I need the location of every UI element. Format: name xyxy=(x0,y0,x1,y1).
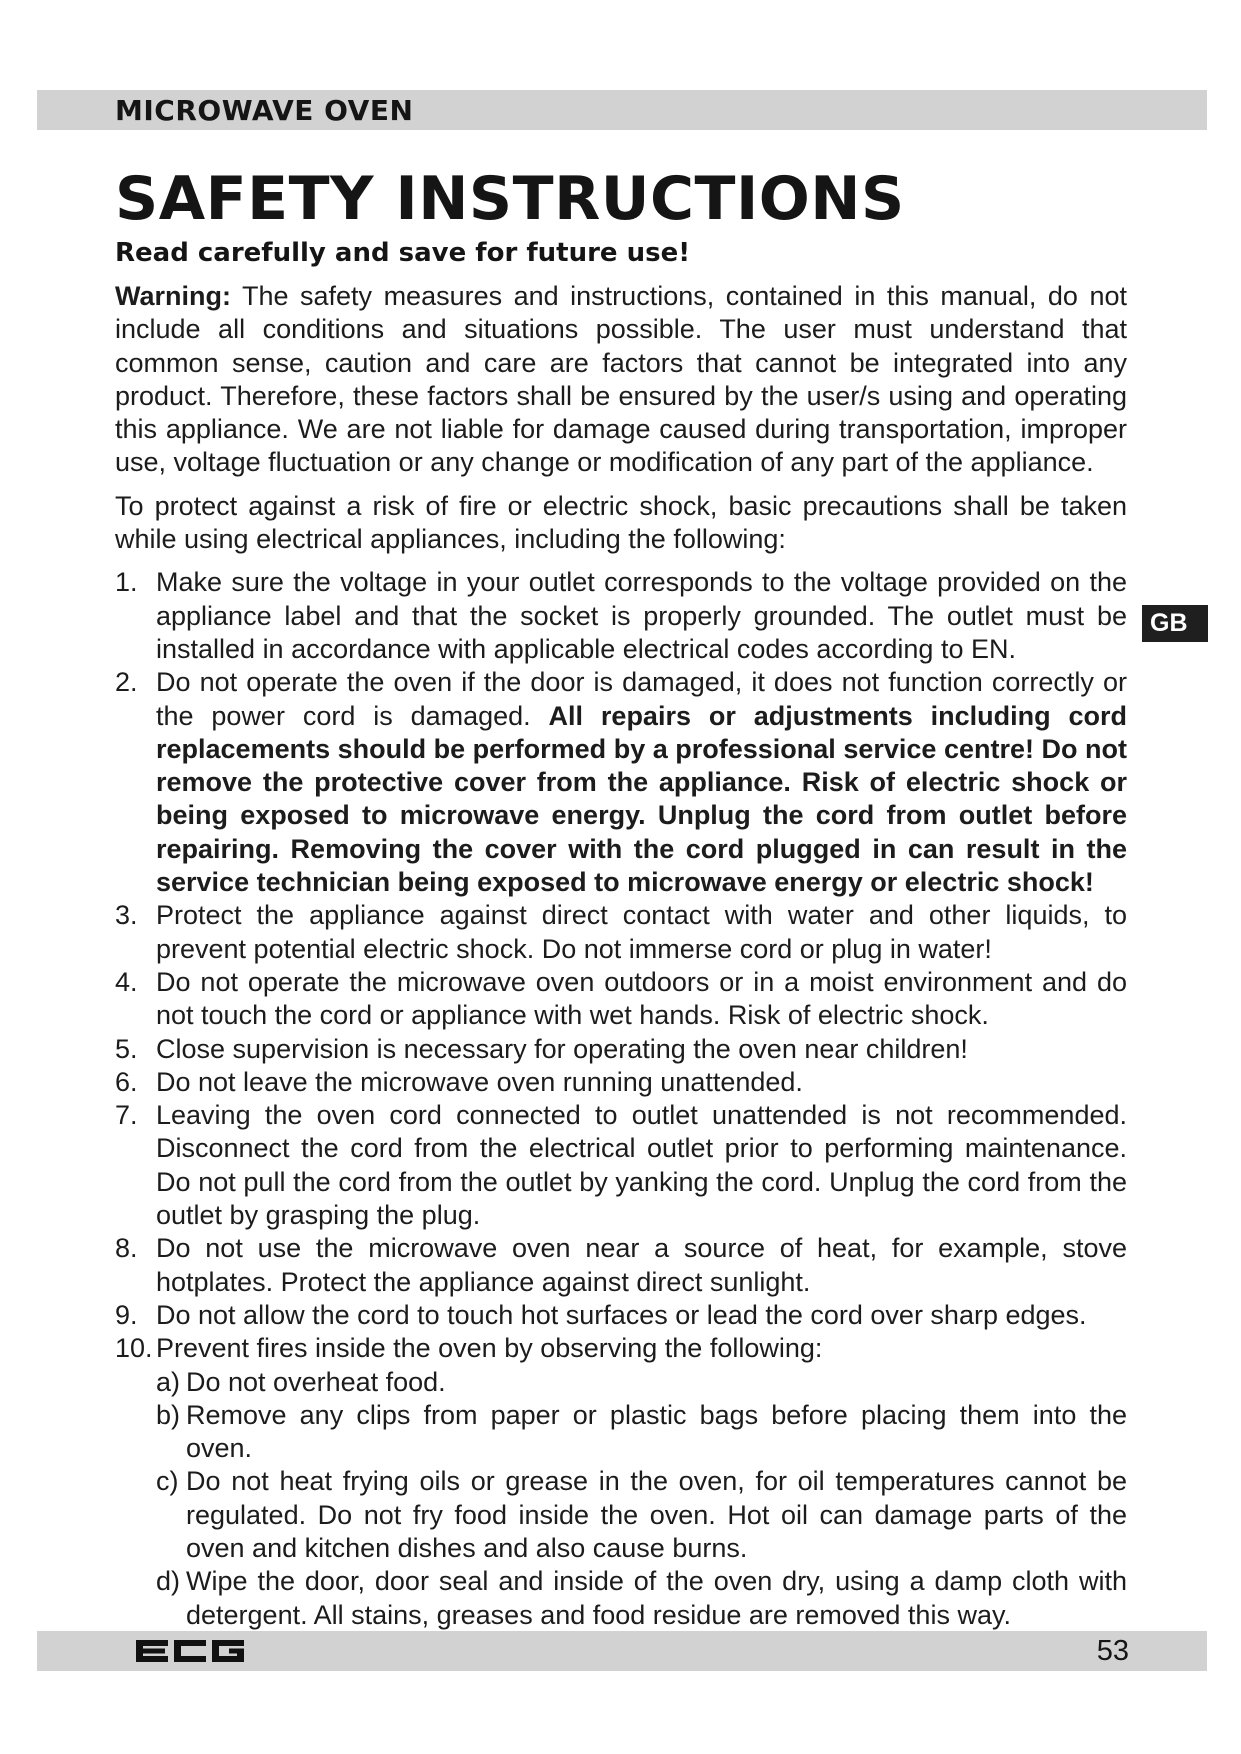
header-title: MICROWAVE OVEN xyxy=(115,94,414,127)
warning-paragraph xyxy=(115,280,1127,480)
list-item xyxy=(115,1332,1127,1632)
item-text: Close supervision is necessary for operating the oven near children! xyxy=(156,1033,968,1064)
sub-item-letter: c) xyxy=(156,1466,179,1497)
item-bold-text: All repairs or adjustments including cord replacements should be performed by a professional service centre! Do not remove the protective cover from the appliance. Risk of electric shock or being exposed to microwave energy. Unplug the cord from outlet before repairing. Removing the cover with the cord plugged in can result in the service technician being exposed to microwave energy or electric shock! xyxy=(156,700,1127,898)
page-subtitle: Read carefully and save for future use! xyxy=(115,238,691,268)
item-text: Do not operate the microwave oven outdoors or in a moist environment and do not touch the cord or appliance with wet hands. Risk of electric shock. xyxy=(156,966,1127,1031)
list-item xyxy=(115,666,1127,899)
page-number: 53 xyxy=(1096,1635,1129,1667)
item-number: 10. xyxy=(115,1333,153,1364)
sub-item-letter: d) xyxy=(156,1566,181,1597)
item-text: Leaving the oven cord connected to outlet unattended is not recommended. Disconnect the cord from the electrical outlet prior to performing maintenance. Do not pull the cord from the outlet by yanking the cord. Unplug the cord from the outlet by grasping the plug. xyxy=(156,1100,1127,1231)
item-number: 3. xyxy=(115,900,138,931)
item-text: Make sure the voltage in your outlet corresponds to the voltage provided on the appliance label and that the socket is properly grounded. The outlet must be installed in accordance with applicable electrical codes according to EN. xyxy=(156,567,1127,664)
item-number: 4. xyxy=(115,966,138,997)
sub-item-text: Do not overheat food. xyxy=(186,1366,446,1397)
item-text: Protect the appliance against direct contact with water and other liquids, to prevent potential electric shock. Do not immerse cord or plug in water! xyxy=(156,900,1127,964)
item-text: Do not use the microwave oven near a source of heat, for example, stove hotplates. Protect the appliance against direct sunlight. xyxy=(156,1233,1127,1297)
sub-item-text: Remove any clips from paper or plastic bags before placing them into the oven. xyxy=(186,1399,1127,1464)
item-number: 7. xyxy=(115,1100,138,1131)
list-item xyxy=(115,966,1127,1033)
sub-list xyxy=(156,1366,1127,1632)
sub-list-item xyxy=(156,1465,1127,1565)
list-item xyxy=(115,1099,1127,1232)
list-item xyxy=(115,1066,1127,1099)
content xyxy=(115,156,1127,1632)
warning-label: Warning: xyxy=(115,281,231,311)
list-item xyxy=(115,1232,1127,1299)
item-number: 6. xyxy=(115,1066,138,1097)
ecg-logo xyxy=(132,1633,252,1669)
header-bar xyxy=(37,90,1207,130)
item-number: 5. xyxy=(115,1033,138,1064)
warning-text: The safety measures and instructions, contained in this manual, do not include all conditions and situations possible. The user must understand that common sense, caution and care are factors that cannot be integrated into any product. Therefore, these factors shall be ensured by the user/s using and operating this appliance. We are not liable for damage caused during transportation, improper use, voltage fluctuation or any change or modification of any part of the appliance. xyxy=(115,281,1127,478)
page-title: SAFETY INSTRUCTIONS xyxy=(115,164,905,234)
item-number: 8. xyxy=(115,1233,138,1264)
list-item xyxy=(115,1299,1127,1332)
sub-item-letter: a) xyxy=(156,1366,181,1397)
intro-paragraph: To protect against a risk of fire or electric shock, basic precautions shall be taken while using electrical appliances, including the following: xyxy=(115,490,1127,555)
item-number: 1. xyxy=(115,567,138,598)
item-number: 2. xyxy=(115,667,138,698)
item-text: Do not leave the microwave oven running unattended. xyxy=(156,1066,803,1097)
sub-list-item xyxy=(156,1399,1127,1466)
list-item xyxy=(115,1033,1127,1066)
item-text: Do not operate the oven if the door is damaged, it does not function correctly or the power cord is damaged. xyxy=(156,667,1127,731)
footer-bar xyxy=(37,1631,1207,1671)
instructions-list xyxy=(115,566,1127,1632)
sub-list-item xyxy=(156,1366,1127,1399)
list-item xyxy=(115,899,1127,966)
item-text: Do not allow the cord to touch hot surfaces or lead the cord over sharp edges. xyxy=(156,1299,1087,1330)
item-text: Prevent fires inside the oven by observing the following: xyxy=(156,1333,823,1364)
sub-item-letter: b) xyxy=(156,1399,181,1430)
sub-item-text: Do not heat frying oils or grease in the oven, for oil temperatures cannot be regulated. Do not fry food inside the oven. Hot oil can damage parts of the oven and kitchen dishes and also cause burns. xyxy=(186,1466,1127,1563)
list-item xyxy=(115,566,1127,666)
sub-list-item xyxy=(156,1565,1127,1632)
item-number: 9. xyxy=(115,1299,138,1330)
sub-item-text: Wipe the door, door seal and inside of the oven dry, using a damp cloth with detergent. All stains, greases and food residue are removed this way. xyxy=(186,1566,1127,1630)
language-tab-gb: GB xyxy=(1142,605,1208,642)
